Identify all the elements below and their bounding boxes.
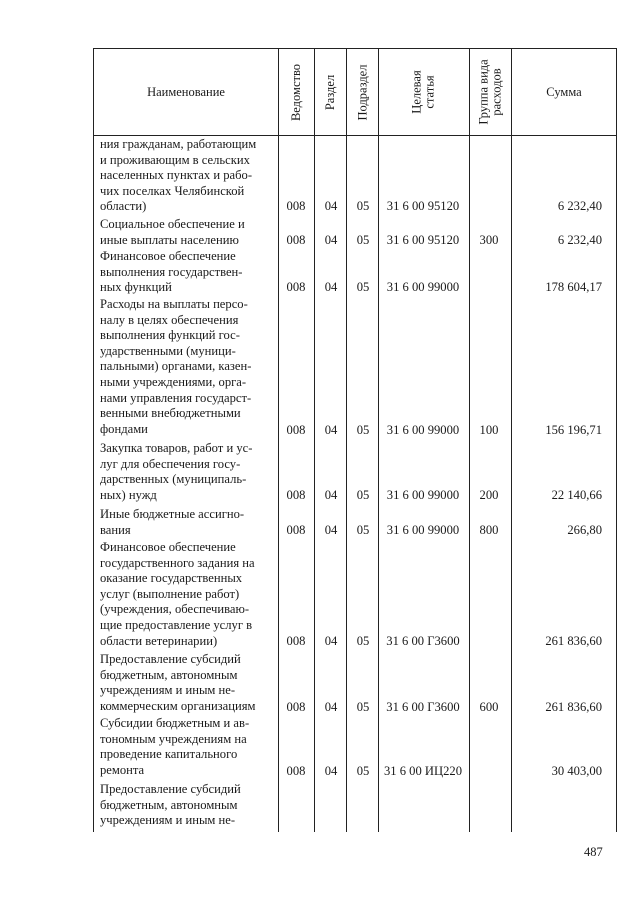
row-vedomstvo: 008	[286, 488, 306, 502]
row-name: Закупка товаров, работ и ус- луг для обеспечения госу- дарственных (муниципаль- ных) нужд	[100, 441, 253, 502]
row-razdel: 04	[324, 488, 338, 502]
row-razdel: 04	[324, 634, 338, 648]
row-summa: 261 836,60	[545, 634, 602, 648]
row-celevaya: 31 6 00 Г3600	[386, 634, 460, 648]
row-summa: 261 836,60	[545, 700, 602, 714]
row-name: Социальное обеспечение и иные выплаты населению	[100, 217, 245, 247]
row-razdel: 04	[324, 199, 338, 213]
row-celevaya: 31 6 00 99000	[386, 488, 460, 502]
row-celevaya: 31 6 00 95120	[386, 199, 460, 213]
row-name: Расходы на выплаты персо- налу в целях обеспечения выполнения функций гос- ударственными (муници- пальными) органами, казен- ными учреждениями, орга- нами управления государст- венными внебюджетными фондами	[100, 297, 252, 436]
table-row	[94, 716, 616, 780]
row-celevaya: 31 6 00 ИЦ220	[383, 764, 462, 778]
header-gruppa	[470, 49, 511, 135]
table-row	[94, 782, 616, 832]
row-podrazdel: 05	[356, 199, 370, 213]
row-gruppa: 200	[479, 488, 499, 502]
row-vedomstvo: 008	[286, 523, 306, 537]
row-razdel: 04	[324, 423, 338, 437]
page-number: 487	[584, 845, 603, 859]
header-celevaya-line1: Целевая	[410, 70, 424, 114]
row-vedomstvo: 008	[286, 700, 306, 714]
row-name: Предоставление субсидий бюджетным, автономным учреждениям и иным не-	[100, 782, 241, 828]
table-row	[94, 540, 616, 652]
row-podrazdel: 05	[356, 280, 370, 294]
header-celevaya	[379, 49, 469, 135]
row-celevaya: 31 6 00 95120	[386, 233, 460, 247]
row-podrazdel: 05	[356, 488, 370, 502]
row-podrazdel: 05	[356, 700, 370, 714]
row-summa: 156 196,71	[545, 423, 602, 437]
table-row	[94, 507, 616, 539]
row-podrazdel: 05	[356, 523, 370, 537]
row-vedomstvo: 008	[286, 764, 306, 778]
row-celevaya: 31 6 00 Г3600	[386, 700, 460, 714]
row-vedomstvo: 008	[286, 634, 306, 648]
row-name: Финансовое обеспечение выполнения государствен- ных функций	[100, 249, 243, 295]
budget-table	[93, 48, 617, 832]
header-gruppa-line2: расходов	[489, 68, 504, 116]
row-razdel: 04	[324, 523, 338, 537]
row-razdel: 04	[324, 764, 338, 778]
row-summa: 266,80	[567, 523, 602, 537]
header-podrazdel	[347, 49, 378, 135]
table-row	[94, 441, 616, 505]
row-summa: 22 140,66	[551, 488, 602, 502]
row-podrazdel: 05	[356, 764, 370, 778]
row-podrazdel: 05	[356, 423, 370, 437]
row-gruppa: 300	[479, 233, 499, 247]
row-razdel: 04	[324, 700, 338, 714]
row-name: ния гражданам, работающим и проживающим в сельских населенных пунктах и рабо- чих поселках Челябинской области)	[100, 137, 257, 214]
row-gruppa: 600	[479, 700, 499, 714]
row-gruppa: 100	[479, 423, 499, 437]
header-vedomstvo	[279, 49, 314, 135]
row-celevaya: 31 6 00 99000	[386, 423, 460, 437]
header-podrazdel-label: Подраздел	[355, 64, 369, 120]
table-row	[94, 297, 616, 439]
header-celevaya-line2: статья	[423, 75, 437, 109]
header-name	[94, 49, 278, 135]
header-vedomstvo-label: Ведомство	[289, 63, 303, 121]
row-vedomstvo: 008	[286, 280, 306, 294]
row-name: Субсидии бюджетным и ав- тономным учреждениям на проведение капитального ремонта	[100, 716, 250, 777]
header-gruppa-line1: Группа вида	[476, 59, 491, 125]
row-podrazdel: 05	[356, 233, 370, 247]
header-name-label: Наименование	[147, 85, 225, 99]
row-vedomstvo: 008	[286, 233, 306, 247]
table-row	[94, 652, 616, 716]
header-gruppa-label	[478, 59, 504, 124]
row-summa: 6 232,40	[557, 199, 602, 213]
header-razdel	[315, 49, 346, 135]
row-name: Финансовое обеспечение государственного задания на оказание государственных услуг (выполнение работ) (учреждения, обеспечиваю- щие предоставление услуг в области ветеринарии)	[100, 540, 255, 648]
row-vedomstvo: 008	[286, 199, 306, 213]
header-razdel-label: Раздел	[323, 74, 338, 110]
table-row	[94, 215, 616, 247]
header-celevaya-label	[411, 70, 437, 113]
row-name: Иные бюджетные ассигно- вания	[100, 507, 245, 537]
header-summa	[512, 49, 616, 135]
row-vedomstvo: 008	[286, 423, 306, 437]
row-summa: 30 403,00	[551, 764, 602, 778]
table-row	[94, 249, 616, 297]
row-razdel: 04	[324, 280, 338, 294]
row-celevaya: 31 6 00 99000	[386, 523, 460, 537]
row-podrazdel: 05	[356, 634, 370, 648]
row-celevaya: 31 6 00 99000	[386, 280, 460, 294]
header-divider	[94, 135, 616, 136]
row-name: Предоставление субсидий бюджетным, автономным учреждениям и иным не- коммерческим организациям	[100, 652, 256, 713]
header-summa-label: Сумма	[546, 85, 582, 99]
row-gruppa: 800	[479, 523, 499, 537]
row-summa: 6 232,40	[557, 233, 602, 247]
row-summa: 178 604,17	[545, 280, 602, 294]
table-row	[94, 137, 616, 215]
row-razdel: 04	[324, 233, 338, 247]
